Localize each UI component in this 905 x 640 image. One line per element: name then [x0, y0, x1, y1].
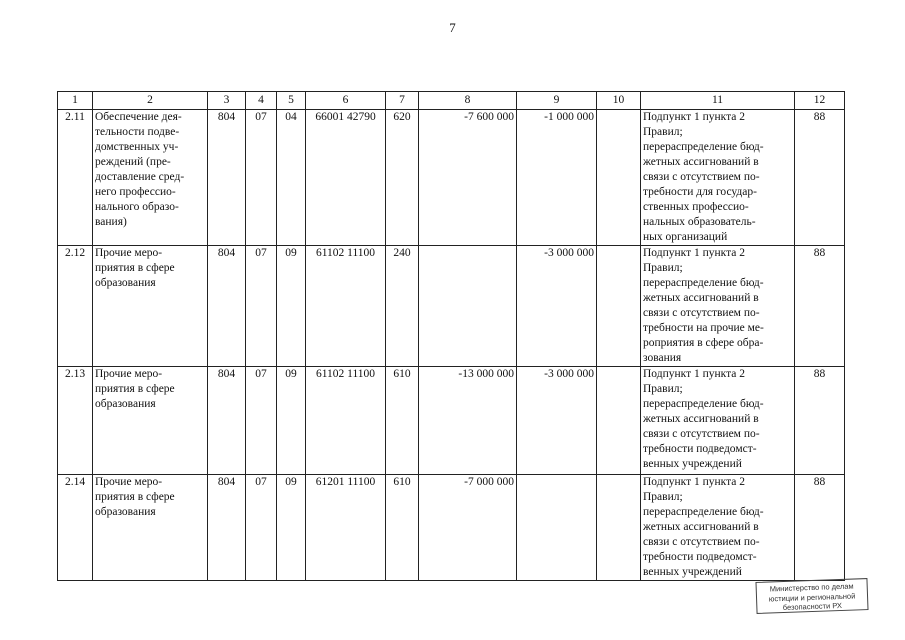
column-header: 10: [597, 92, 641, 110]
row-number: 2.13: [58, 367, 93, 475]
amount-col8: -7 600 000: [419, 110, 517, 246]
basis-text: Подпункт 1 пункта 2 Правил; перераспределение бюд- жетных ассигнований в связи с отсутствием по- требности подведомст- венных учреждений: [641, 475, 795, 581]
amount-col9: -1 000 000: [517, 110, 597, 246]
code-subsection: 04: [277, 110, 306, 246]
row-number: 2.11: [58, 110, 93, 246]
amount-col10: [597, 110, 641, 246]
code-ministry: 804: [208, 110, 246, 246]
amount-col8: -7 000 000: [419, 475, 517, 581]
code-expense-type: 610: [386, 475, 419, 581]
basis-text: Подпункт 1 пункта 2 Правил; перераспределение бюд- жетных ассигнований в связи с отсутствием по- требности для государ- ственных профессио- нальных образователь- ных организаций: [641, 110, 795, 246]
code-expense-type: 620: [386, 110, 419, 246]
code-col12: 88: [795, 475, 845, 581]
column-header: 9: [517, 92, 597, 110]
item-name: Обеспечение дея- тельности подве- домственных уч- реждений (пре- доставление сред- него профессио- нального образо- вания): [93, 110, 208, 246]
code-ministry: 804: [208, 475, 246, 581]
amount-col10: [597, 475, 641, 581]
item-name: Прочие меро- приятия в сфере образования: [93, 367, 208, 475]
code-expense-type: 240: [386, 246, 419, 367]
basis-text: Подпункт 1 пункта 2 Правил; перераспределение бюд- жетных ассигнований в связи с отсутствием по- требности на прочие ме- роприятия в сфере обра- зования: [641, 246, 795, 367]
code-expense-type: 610: [386, 367, 419, 475]
column-header: 8: [419, 92, 517, 110]
code-subsection: 09: [277, 367, 306, 475]
code-target: 61201 11100: [306, 475, 386, 581]
code-section: 07: [246, 110, 277, 246]
table-row: [58, 475, 845, 581]
code-subsection: 09: [277, 475, 306, 581]
amount-col8: -13 000 000: [419, 367, 517, 475]
amount-col9: -3 000 000: [517, 246, 597, 367]
table-row: [58, 246, 845, 367]
column-header: 3: [208, 92, 246, 110]
code-section: 07: [246, 367, 277, 475]
column-header: 11: [641, 92, 795, 110]
column-header: 7: [386, 92, 419, 110]
table-row: [58, 367, 845, 475]
code-section: 07: [246, 475, 277, 581]
row-number: 2.12: [58, 246, 93, 367]
ministry-stamp: [755, 578, 868, 614]
column-header: 2: [93, 92, 208, 110]
code-section: 07: [246, 246, 277, 367]
row-number: 2.14: [58, 475, 93, 581]
amount-col9: -3 000 000: [517, 367, 597, 475]
amount-col9: [517, 475, 597, 581]
code-subsection: 09: [277, 246, 306, 367]
table-row: [58, 110, 845, 246]
column-header: 5: [277, 92, 306, 110]
basis-text: Подпункт 1 пункта 2 Правил; перераспределение бюд- жетных ассигнований в связи с отсутствием по- требности подведомст- венных учреждений: [641, 367, 795, 475]
column-header: 4: [246, 92, 277, 110]
budget-table: [57, 91, 845, 581]
page-number: 7: [449, 20, 456, 35]
amount-col10: [597, 367, 641, 475]
code-target: 61102 11100: [306, 367, 386, 475]
code-col12: 88: [795, 246, 845, 367]
item-name: Прочие меро- приятия в сфере образования: [93, 246, 208, 367]
amount-col10: [597, 246, 641, 367]
stamp-line: Министерство по делам: [769, 581, 854, 594]
code-ministry: 804: [208, 246, 246, 367]
code-col12: 88: [795, 110, 845, 246]
code-col12: 88: [795, 367, 845, 475]
code-target: 61102 11100: [306, 246, 386, 367]
stamp-line: юстиции и региональной: [768, 590, 856, 604]
item-name: Прочие меро- приятия в сфере образования: [93, 475, 208, 581]
column-header: 1: [58, 92, 93, 110]
code-ministry: 804: [208, 367, 246, 475]
column-header: 12: [795, 92, 845, 110]
amount-col8: [419, 246, 517, 367]
header-row: [58, 92, 845, 110]
stamp-line: безопасности РХ: [782, 600, 843, 613]
code-target: 66001 42790: [306, 110, 386, 246]
column-header: 6: [306, 92, 386, 110]
